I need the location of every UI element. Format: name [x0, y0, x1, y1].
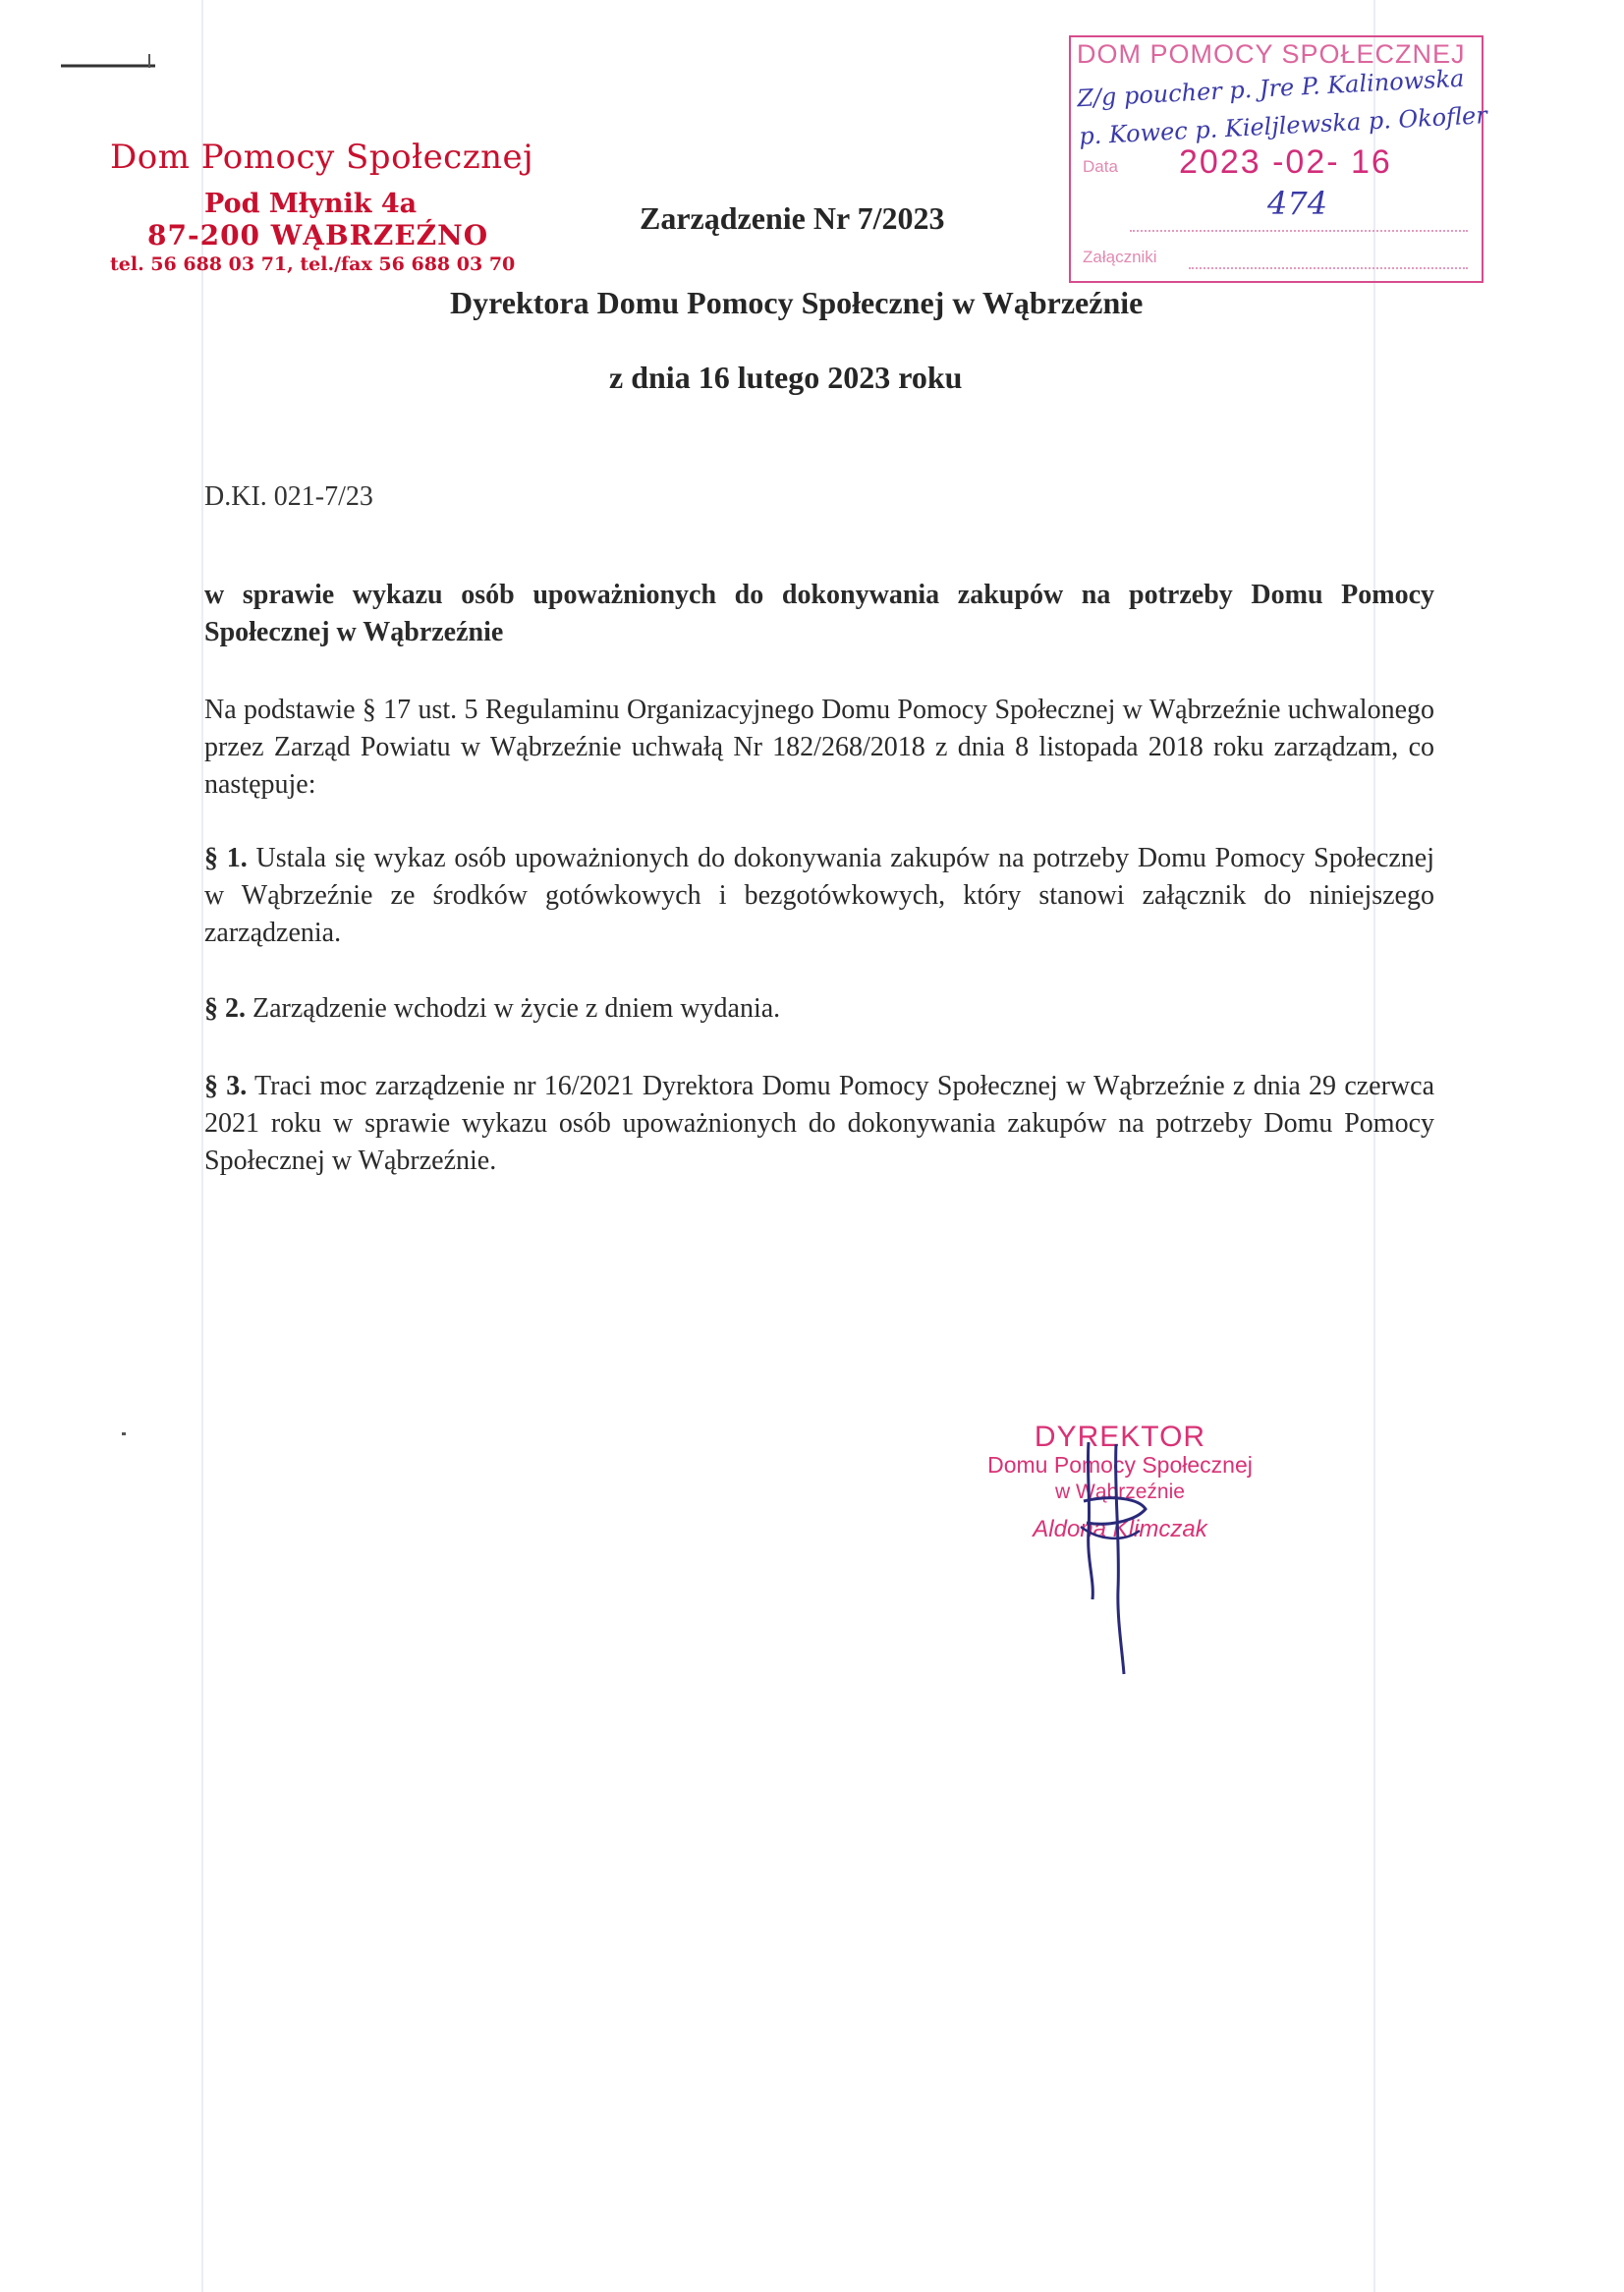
director-stamp-organization: Domu Pomocy Społecznej [987, 1452, 1253, 1478]
registration-stamp [1069, 35, 1488, 283]
order-subject: w sprawie wykazu osób upoważnionych do dokonywania zakupów na potrzeby Domu Pomocy Społecznej w Wąbrzeźnie [204, 580, 1434, 647]
handwritten-registration-number: 474 [1267, 185, 1328, 222]
institution-stamp [110, 138, 542, 275]
director-stamp-name: Aldona Klimczak [1033, 1516, 1207, 1542]
scan-dot [122, 1432, 126, 1435]
section-2-label: § 2. [204, 993, 246, 1024]
section-1-text: Ustala się wykaz osób upoważnionych do dokonywania zakupów na potrzeby Domu Pomocy Społecznej w Wąbrzeźnie ze środków gotówkowych i bezgotówkowych, który stanowi załącznik do niniejszego zarządzenia. [204, 843, 1435, 948]
order-date: z dnia 16 lutego 2023 roku [609, 360, 963, 395]
registration-dotted-line [1189, 267, 1468, 269]
director-signature [1030, 1432, 1157, 1678]
order-title: Zarządzenie Nr 7/2023 [640, 200, 945, 236]
scan-artifact [201, 0, 203, 2292]
handwritten-distribution-line1: Z/g poucher p. Jre P. Kalinowska [1076, 64, 1465, 113]
reference-number: D.KI. 021-7/23 [204, 481, 373, 512]
director-stamp-town: w Wąbrzeźnie [1055, 1481, 1185, 1503]
section-1-label: § 1. [204, 843, 248, 873]
section-2-text: Zarządzenie wchodzi w życie z dniem wydania. [252, 993, 781, 1024]
section-3 [204, 1068, 1434, 1180]
registration-dotted-line [1130, 230, 1468, 232]
registration-date: 2023 -02- 16 [1179, 143, 1392, 181]
registration-stamp-header: DOM POMOCY SPOŁECZNEJ [1077, 39, 1466, 69]
legal-basis: Na podstawie § 17 ust. 5 Regulaminu Organizacyjnego Domu Pomocy Społecznej w Wąbrzeźnie uchwalonego przez Zarząd Powiatu w Wąbrzeźnie uchwałą Nr 182/268/2018 z dnia 8 listopada 2018 roku zarządzam, co następuje: [204, 695, 1434, 800]
section-3-label: § 3. [204, 1071, 248, 1101]
registration-date-label: Data [1083, 157, 1118, 176]
section-2 [204, 990, 1434, 1028]
stamp-institution-name: Dom Pomocy Społecznej [110, 138, 534, 177]
section-1 [204, 840, 1434, 952]
stamp-phone: tel. 56 688 03 71, tel./fax 56 688 03 70 [110, 253, 516, 275]
handwritten-distribution-line2: p. Kowec p. Kieljlewska p. Okofler [1078, 101, 1488, 150]
order-issuer: Dyrektora Domu Pomocy Społecznej w Wąbrzeźnie [450, 285, 1144, 320]
stamp-city: 87-200 WĄBRZEŹNO [147, 219, 489, 252]
director-stamp-title: DYREKTOR [1034, 1421, 1206, 1453]
stamp-street: Pod Młynik 4a [204, 189, 418, 219]
registration-annex-label: Załączniki [1083, 248, 1157, 266]
corner-mark [59, 54, 157, 74]
section-3-text: Traci moc zarządzenie nr 16/2021 Dyrektora Domu Pomocy Społecznej w Wąbrzeźnie z dnia 29 czerwca 2021 roku w sprawie wykazu osób upoważnionych do dokonywania zakupów na potrzeby Domu Pomocy Społecznej w Wąbrzeźnie. [204, 1071, 1434, 1176]
